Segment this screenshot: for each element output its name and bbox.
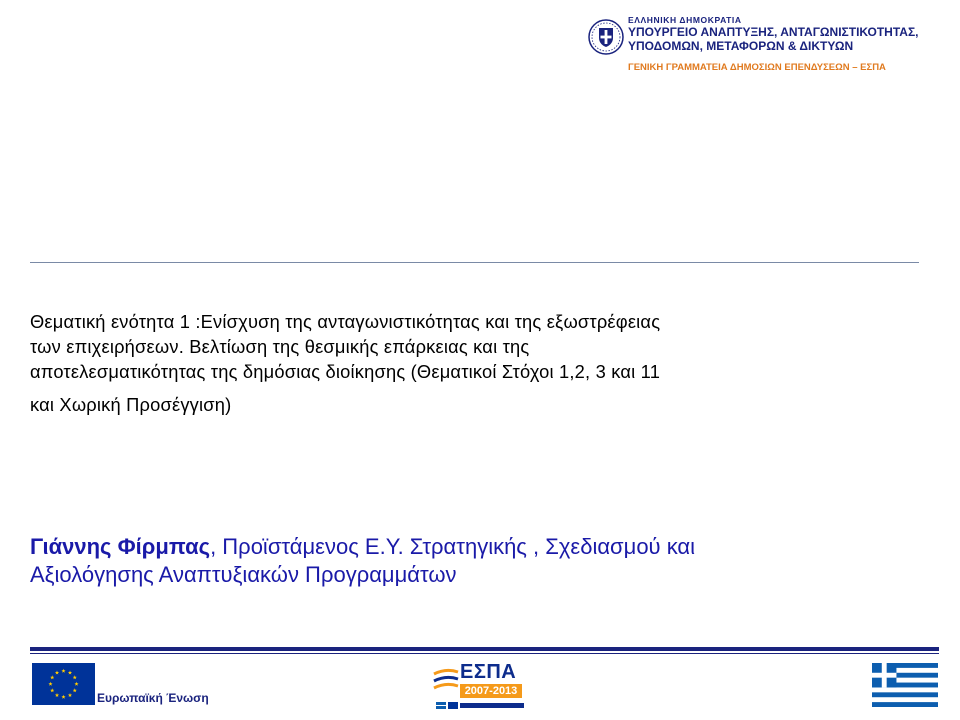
espa-wordmark: ΕΣΠΑ — [460, 661, 517, 683]
thematic-title — [30, 309, 930, 417]
espa-swoosh-icon — [432, 666, 460, 696]
secretariat-name: ΓΕΝΙΚΗ ΓΡΑΜΜΑΤΕΙΑ ΔΗΜΟΣΙΩΝ ΕΠΕΝΔΥΣΕΩΝ – ΕΣΠΑ — [628, 62, 886, 73]
ministry-name-line2: ΥΠΟΔΟΜΩΝ, ΜΕΤΑΦΟΡΩΝ & ΔΙΚΤΥΩΝ — [628, 39, 854, 53]
speaker-role: , Προϊστάμενος Ε.Υ. Στρατηγικής , Σχεδιασμού και — [210, 534, 696, 559]
bottom-divider-thin — [30, 653, 939, 654]
thematic-line: αποτελεσματικότητας της δημόσιας διοίκησης (Θεματικοί Στόχοι 1,2, 3 και 11 — [30, 361, 661, 382]
bottom-divider — [30, 647, 939, 651]
thematic-line: και Χωρική Προσέγγιση) — [30, 394, 232, 415]
eu-flag-icon — [32, 663, 95, 705]
ministry-logo — [588, 15, 948, 79]
top-divider — [30, 262, 919, 263]
eu-label: Ευρωπαϊκή Ένωση — [97, 691, 209, 705]
espa-partner-flags-icon — [436, 702, 524, 709]
espa-years: 2007-2013 — [460, 684, 522, 698]
greek-flag-icon — [872, 663, 938, 707]
speaker-line — [30, 533, 930, 561]
country-name: ΕΛΛΗΝΙΚΗ ΔΗΜΟΚΡΑΤΙΑ — [628, 15, 742, 25]
thematic-line: Θεματική ενότητα 1 :Ενίσχυση της ανταγωνιστικότητας και της εξωστρέφειας — [30, 311, 661, 332]
espa-logo — [432, 660, 524, 712]
speaker-name: Γιάννης Φίρμπας — [30, 534, 211, 559]
speaker-block — [30, 533, 930, 589]
ministry-name-line1: ΥΠΟΥΡΓΕΙΟ ΑΝΑΠΤΥΞΗΣ, ΑΝΤΑΓΩΝΙΣΤΙΚΟΤΗΤΑΣ, — [628, 25, 919, 39]
thematic-line: των επιχειρήσεων. Βελτίωση της θεσμικής επάρκειας και της — [30, 336, 530, 357]
speaker-role-line2: Αξιολόγησης Αναπτυξιακών Προγραμμάτων — [30, 562, 457, 587]
greek-coat-of-arms-icon — [588, 19, 624, 55]
